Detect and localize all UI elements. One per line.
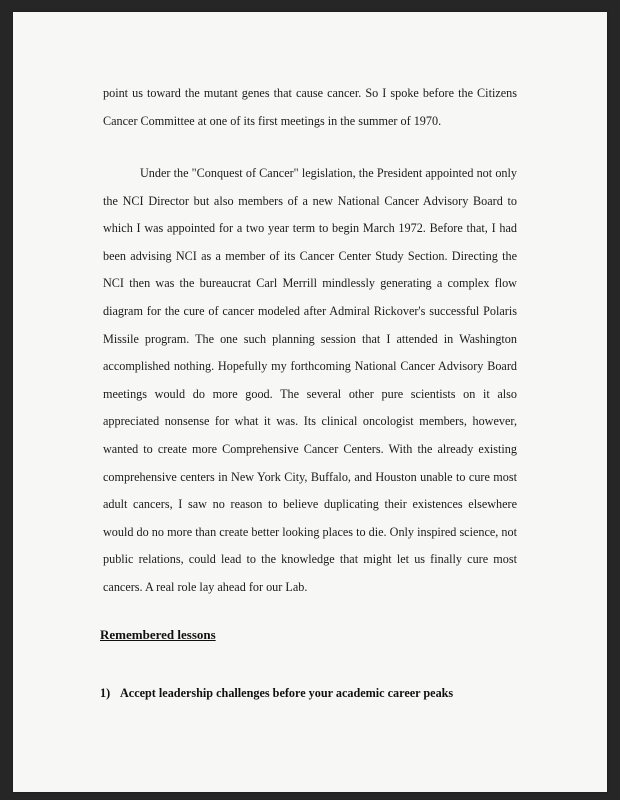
- document-page: [13, 12, 607, 792]
- paragraph-2: [103, 160, 517, 602]
- paragraph-text: point us toward the mutant genes that cause cancer. So I spoke before the Citizens Cancer Committee at one of its first meetings in the summer of 1970.: [103, 86, 517, 128]
- lesson-text: Accept leadership challenges before your academic career peaks: [120, 686, 454, 700]
- lesson-item: [100, 686, 453, 701]
- paragraph-1: [103, 80, 517, 135]
- section-heading: Remembered lessons: [100, 627, 216, 642]
- paragraph-text: Under the "Conquest of Cancer" legislation, the President appointed not only the NCI Director but also members of a new National Cancer Advisory Board to which I was appointed for a two year term to begin March 1972. Before that, I had been advising NCI as a member of its Cancer Center Study Section. Directing the NCI then was the bureaucrat Carl Merrill mindlessly generating a complex flow diagram for the cure of cancer modeled after Admiral Rickover's successful Polaris Missile program. The one such planning session that I attended in Washington accomplished nothing. Hopefully my forthcoming National Cancer Advisory Board meetings would do more good. The several other pure scientists on it also appreciated nonsense for what it was. Its clinical oncologist members, however, wanted to create more Comprehensive Cancer Centers. With the already existing comprehensive centers in New York City, Buffalo, and Houston unable to cure most adult cancers, I saw no reason to believe duplicating their existences elsewhere would do no more than create better looking places to die. Only inspired science, not public relations, could lead to the knowledge that might let us finally cure most cancers. A real role lay ahead for our Lab.: [103, 166, 517, 594]
- lesson-number: 1): [100, 686, 111, 700]
